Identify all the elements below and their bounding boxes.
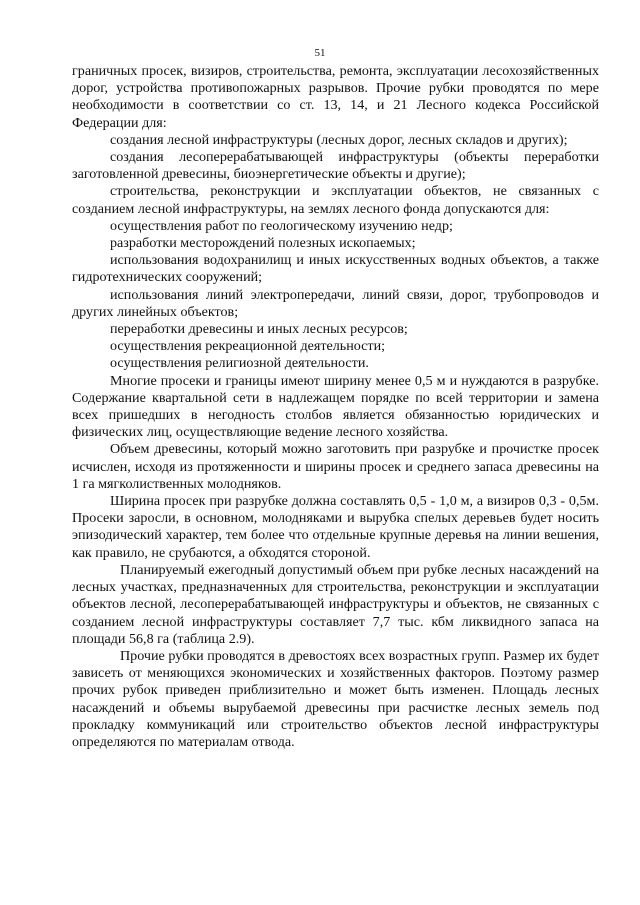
paragraph: Объем древесины, который можно заготовить при разрубке и прочистке просек исчислен, исходя из протяженности и ширины просек и среднего запаса древесины на 1 га мягколиственных молодняков. — [72, 441, 599, 492]
list-item: строительства, реконструкции и эксплуатации объектов, не связанных с созданием лесной инфраструктуры, на землях лесного фонда допускаются для: — [72, 183, 599, 217]
list-item: создания лесной инфраструктуры (лесных дорог, лесных складов и других); — [110, 131, 568, 148]
document-body — [72, 63, 599, 751]
list-item: переработки древесины и иных лесных ресурсов; — [110, 321, 408, 338]
paragraph: Ширина просек при разрубке должна составлять 0,5 - 1,0 м, а визиров 0,3 - 0,5м. Просеки заросли, в основном, молодняками и вырубка спелых деревьев будет носить эпизодический характер, тем более что отдельные крупные деревья на линии вешения, как правило, не срубаются, а обходятся стороной. — [72, 493, 599, 561]
list-item: создания лесоперерабатывающей инфраструктуры (объекты переработки заготовленной древесины, биоэнергетические объекты и другие); — [72, 149, 599, 183]
list-item: осуществления работ по геологическому изучению недр; — [110, 217, 453, 234]
paragraph: граничных просек, визиров, строительства, ремонта, эксплуатации лесохозяйственных дорог, устройства противопожарных разрывов. Прочие рубки проводятся по мере необходимости в соответствии со ст. 13, 14, и 21 Лесного кодекса Российской Федерации для: — [72, 63, 599, 131]
list-item: осуществления рекреационной деятельности; — [110, 338, 386, 355]
page-number: 51 — [314, 47, 326, 59]
paragraph: Планируемый ежегодный допустимый объем при рубке лесных насаждений на лесных участках, предназначенных для строительства, реконструкции и эксплуатации объектов лесной, лесоперерабатывающей инфраструктуры и объектов, не связанных с созданием лесной инфраструктуры составляет 7,7 тыс. кбм ликвидного запаса на площади 56,8 га (таблица 2.9). — [72, 561, 599, 647]
list-item: использования линий электропередачи, линий связи, дорог, трубопроводов и других линейных объектов; — [72, 286, 599, 320]
list-item: использования водохранилищ и иных искусственных водных объектов, а также гидротехнических сооружений; — [72, 252, 599, 286]
paragraph: Многие просеки и границы имеют ширину менее 0,5 м и нуждаются в разрубке. Содержание квартальной сети в надлежащем порядке по всей территории и замена всех пришедших в негодность столбов является обязанностью юридических и физических лиц, осуществляющие ведение лесного хозяйства. — [72, 372, 599, 441]
paragraph: Прочие рубки проводятся в древостоях всех возрастных групп. Размер их будет зависеть от меняющихся экономических и хозяйственных факторов. Поэтому размер прочих рубок приведен приблизительно и может быть изменен. Площадь лесных насаждений и объемы вырубаемой древесины при расчистке лесных земель под прокладку коммуникаций или строительство объектов лесной инфраструктуры определяются по материалам отвода. — [72, 647, 599, 750]
list-item: разработки месторождений полезных ископаемых; — [110, 235, 416, 252]
list-item: осуществления религиозной деятельности. — [110, 355, 369, 372]
